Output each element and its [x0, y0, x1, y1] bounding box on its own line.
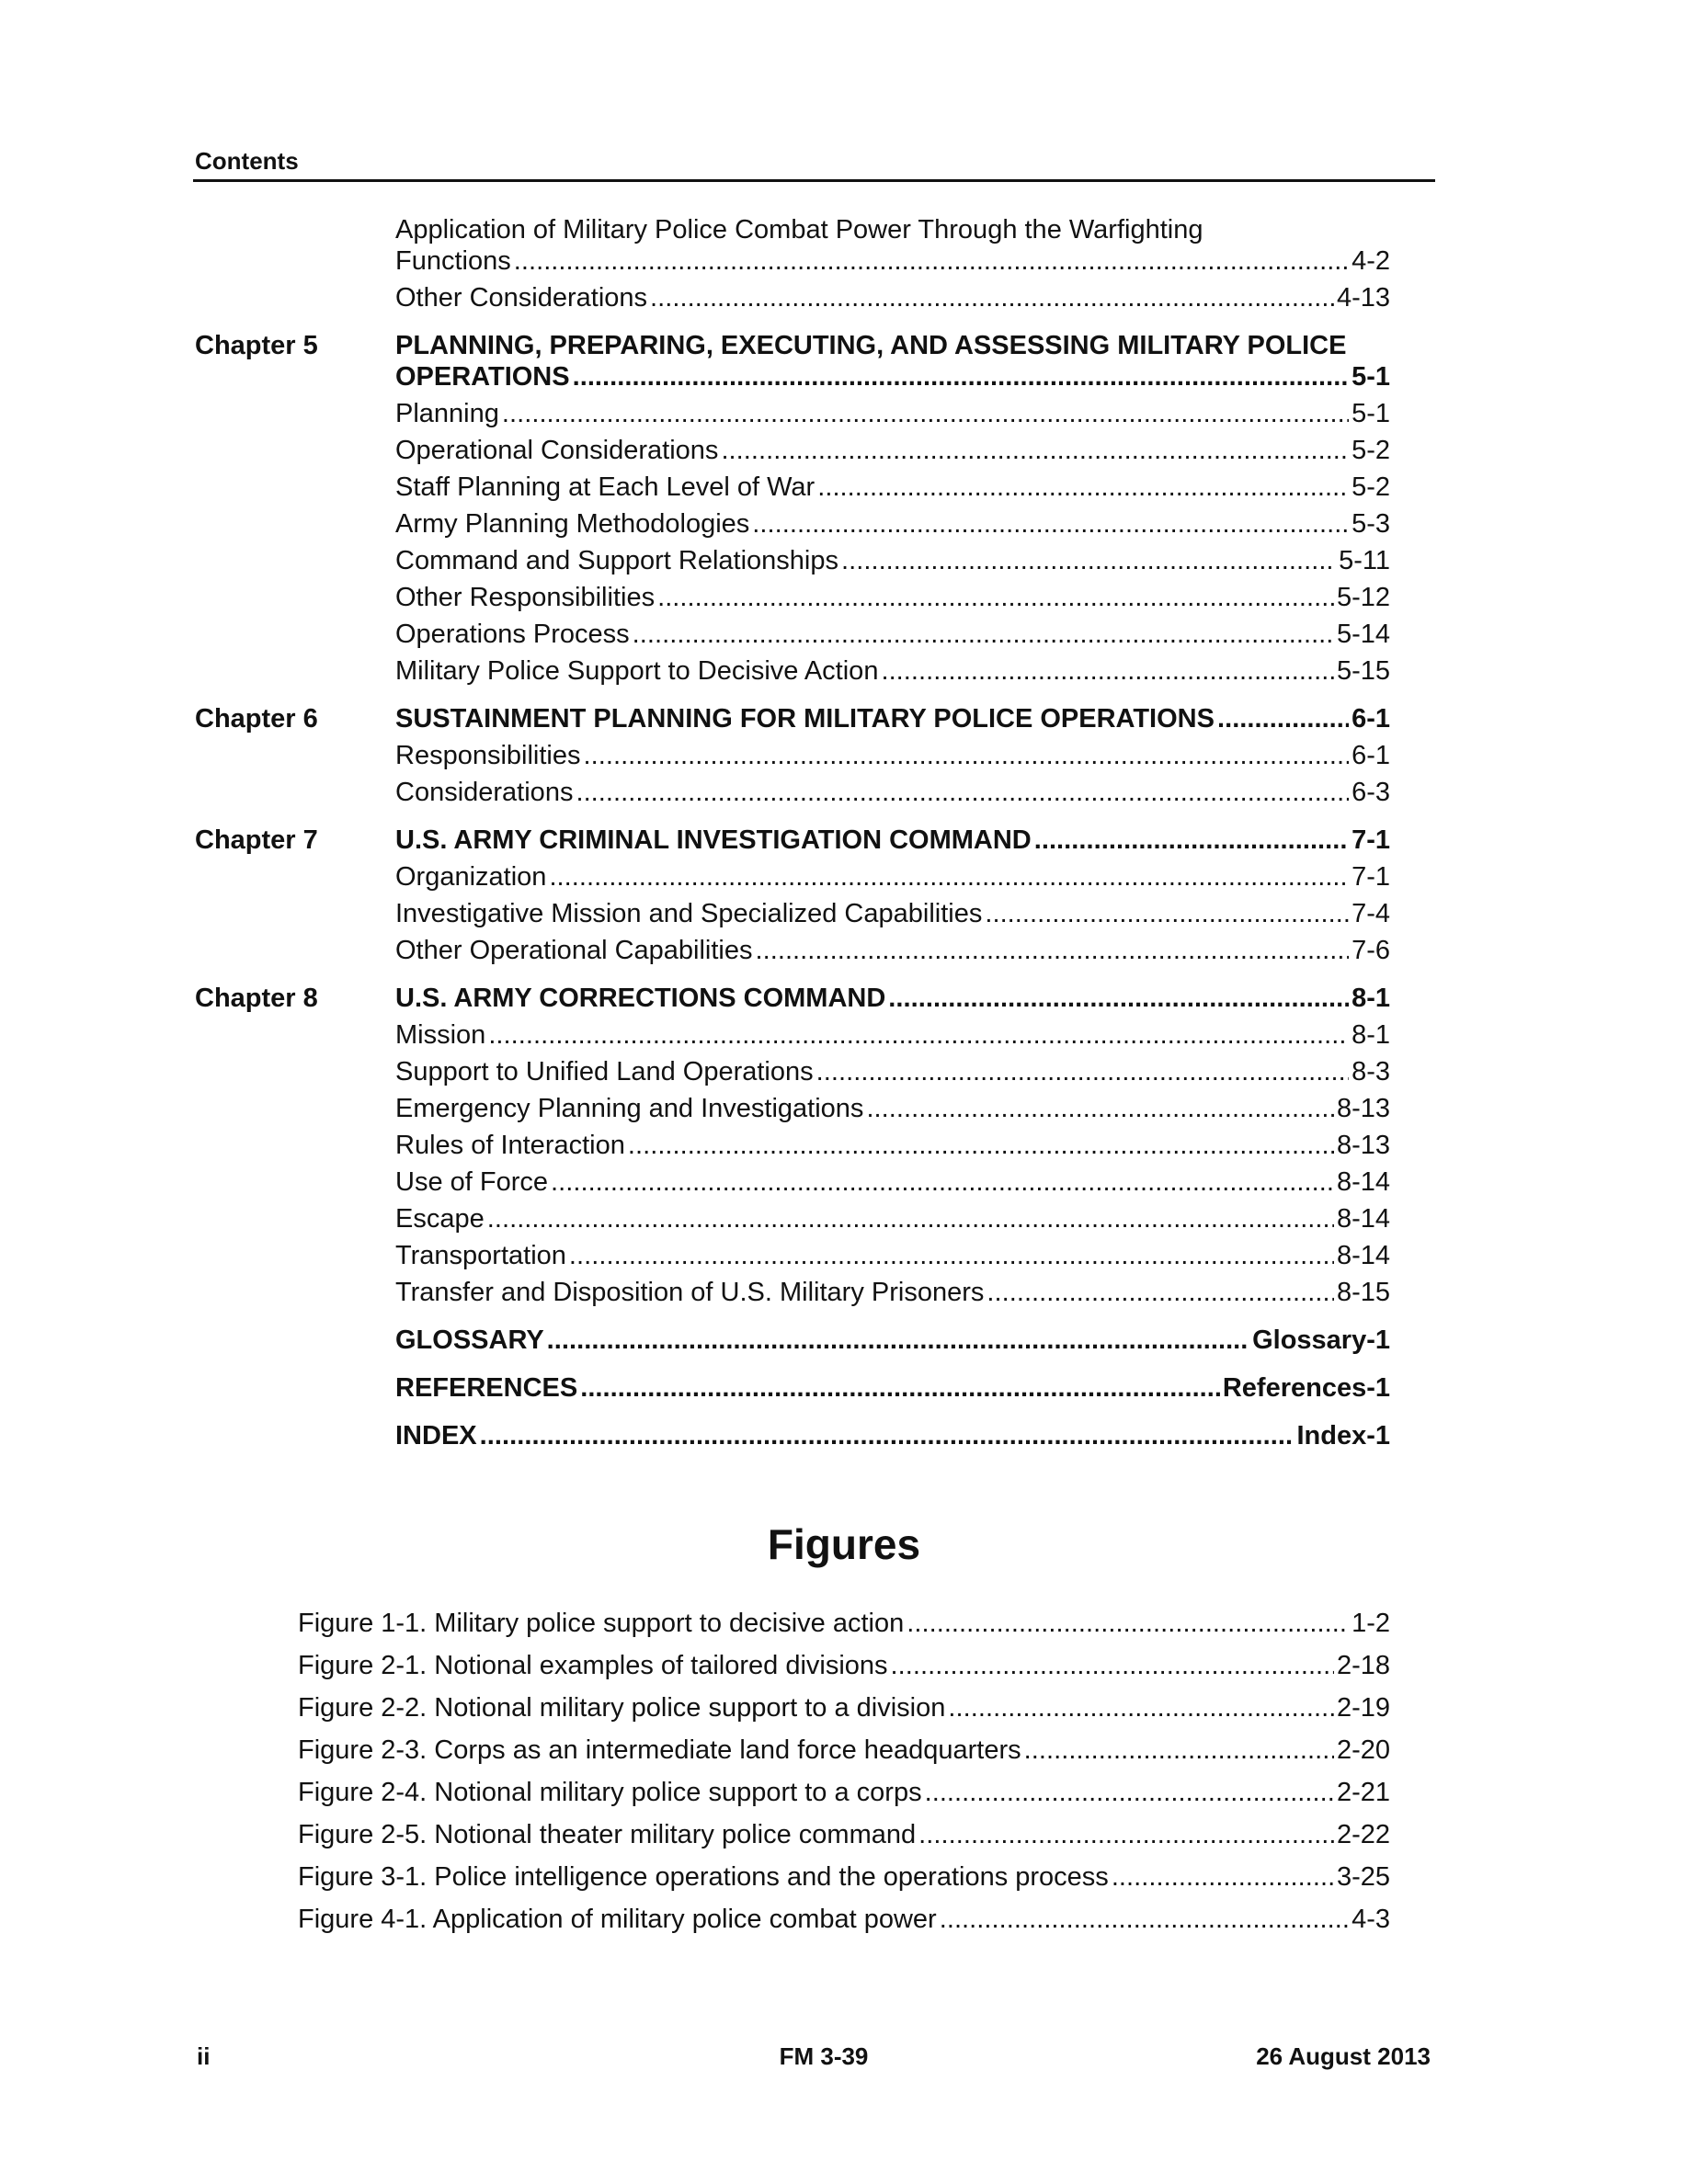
- chapter-label: Chapter 6: [195, 704, 318, 734]
- toc-entry-title: Army Planning Methodologies: [395, 509, 750, 539]
- dot-leader: [584, 737, 1350, 774]
- dot-leader: [514, 243, 1349, 279]
- dot-leader: [580, 1370, 1220, 1406]
- toc-entry[interactable]: [195, 653, 1390, 689]
- chapter-6-heading[interactable]: [195, 700, 1390, 737]
- toc-entry-page: 8-14: [1336, 1204, 1390, 1234]
- toc-entry-title: Transportation: [395, 1241, 566, 1270]
- figure-entry[interactable]: [195, 1859, 1390, 1895]
- toc-entry-page: 5-2: [1352, 436, 1390, 465]
- chapter-label: Chapter 5: [195, 331, 318, 360]
- toc-entry[interactable]: [195, 616, 1390, 653]
- figure-title: Figure 2-2. Notional military police support to a division: [298, 1693, 946, 1723]
- toc-entry[interactable]: [195, 1017, 1390, 1053]
- toc-entry-page: Index-1: [1296, 1421, 1390, 1450]
- toc-entry-page: 7-4: [1352, 899, 1390, 928]
- toc-entry-page: 4-13: [1336, 283, 1390, 313]
- toc-entry-title: Staff Planning at Each Level of War: [395, 472, 815, 502]
- toc-entry-title: Transfer and Disposition of U.S. Military Prisoners: [395, 1278, 985, 1307]
- footer-page-number: ii: [197, 2042, 211, 2070]
- figure-entry[interactable]: [195, 1647, 1390, 1684]
- chapter-title: U.S. ARMY CORRECTIONS COMMAND: [395, 984, 886, 1013]
- toc-entry-title: Other Considerations: [395, 283, 648, 313]
- toc-entry-page: 6-1: [1352, 741, 1390, 770]
- dot-leader: [1217, 700, 1349, 737]
- dot-leader: [907, 1605, 1349, 1642]
- figure-page: 2-20: [1336, 1735, 1390, 1765]
- toc-entry-title: Command and Support Relationships: [395, 546, 838, 575]
- figure-entry[interactable]: [195, 1816, 1390, 1853]
- toc-entry-page: 8-3: [1352, 1057, 1390, 1086]
- header-rule: [193, 179, 1435, 182]
- index-entry[interactable]: [195, 1417, 1390, 1454]
- dot-leader: [918, 1816, 1334, 1853]
- toc-entry[interactable]: [195, 1053, 1390, 1090]
- toc-entry[interactable]: [195, 432, 1390, 469]
- toc-entry[interactable]: [195, 579, 1390, 616]
- dot-leader: [502, 395, 1349, 432]
- dot-leader: [488, 1017, 1349, 1053]
- toc-entry-title: Support to Unified Land Operations: [395, 1057, 814, 1086]
- dot-leader: [1024, 1732, 1334, 1769]
- toc-entry-page: 8-14: [1336, 1241, 1390, 1270]
- dot-leader: [891, 1647, 1334, 1684]
- dot-leader: [925, 1774, 1334, 1811]
- dot-leader: [948, 1689, 1334, 1726]
- figure-page: 2-21: [1336, 1778, 1390, 1807]
- dot-leader: [940, 1901, 1349, 1938]
- toc-entry[interactable]: [195, 1127, 1390, 1164]
- toc-entry[interactable]: [195, 1164, 1390, 1200]
- dot-leader: [549, 859, 1349, 895]
- toc-entry-page: 8-15: [1336, 1278, 1390, 1307]
- toc-entry-title: Planning: [395, 399, 499, 428]
- toc-entry[interactable]: [195, 542, 1390, 579]
- toc-entry-page: 8-13: [1336, 1094, 1390, 1123]
- figure-page: 3-25: [1336, 1862, 1390, 1892]
- chapter-7-heading[interactable]: [195, 822, 1390, 859]
- toc-entry-page: References-1: [1222, 1373, 1390, 1403]
- chapter-page: 7-1: [1352, 825, 1390, 855]
- chapter-page: 6-1: [1352, 704, 1390, 734]
- toc-entry[interactable]: [195, 1237, 1390, 1274]
- toc-entry-title: Responsibilities: [395, 741, 581, 770]
- chapter-8-heading[interactable]: [195, 980, 1390, 1017]
- figure-title: Figure 3-1. Police intelligence operations and the operations process: [298, 1862, 1109, 1892]
- toc-entry-page: 5-14: [1336, 620, 1390, 649]
- dot-leader: [1112, 1859, 1334, 1895]
- chapter-title: PLANNING, PREPARING, EXECUTING, AND ASSESSING MILITARY POLICE: [395, 331, 1347, 360]
- dot-leader: [573, 358, 1349, 395]
- chapter-label: Chapter 8: [195, 984, 318, 1013]
- toc-entry-page: 5-11: [1339, 546, 1390, 575]
- toc-entry[interactable]: [195, 932, 1390, 969]
- toc-entry[interactable]: [195, 395, 1390, 432]
- figure-page: 4-3: [1352, 1905, 1390, 1934]
- figure-title: Figure 2-1. Notional examples of tailored divisions: [298, 1651, 888, 1680]
- toc-entry-page: 5-12: [1336, 583, 1390, 612]
- dot-leader: [1034, 822, 1349, 859]
- toc-entry-page: 5-1: [1352, 399, 1390, 428]
- toc-entry-title: Rules of Interaction: [395, 1131, 625, 1160]
- toc-entry-page: 8-14: [1336, 1167, 1390, 1197]
- figure-page: 2-19: [1336, 1693, 1390, 1723]
- chapter-page: 5-1: [1352, 362, 1390, 392]
- dot-leader: [487, 1200, 1334, 1237]
- toc-entry-page: 8-1: [1352, 1020, 1390, 1050]
- dot-leader: [650, 279, 1334, 316]
- chapter-title: OPERATIONS: [395, 362, 570, 392]
- figure-page: 1-2: [1352, 1609, 1390, 1638]
- dot-leader: [987, 1274, 1334, 1311]
- dot-leader: [817, 469, 1349, 506]
- toc-entry[interactable]: [195, 1274, 1390, 1311]
- toc-entry[interactable]: [195, 243, 1390, 279]
- toc-entry-title: Emergency Planning and Investigations: [395, 1094, 864, 1123]
- figure-entry[interactable]: [195, 1774, 1390, 1811]
- chapter-title: U.S. ARMY CRIMINAL INVESTIGATION COMMAND: [395, 825, 1032, 855]
- toc-entry-page: 4-2: [1352, 246, 1390, 276]
- toc-entry-page: 5-15: [1336, 656, 1390, 686]
- toc-entry-title: Use of Force: [395, 1167, 548, 1197]
- toc-entry-page: 8-13: [1336, 1131, 1390, 1160]
- figure-title: Figure 4-1. Application of military police combat power: [298, 1905, 937, 1934]
- toc-entry[interactable]: [195, 506, 1390, 542]
- figure-entry[interactable]: [195, 1689, 1390, 1726]
- figure-entry[interactable]: [195, 1732, 1390, 1769]
- toc-entry[interactable]: [195, 859, 1390, 895]
- figure-title: Figure 2-3. Corps as an intermediate land force headquarters: [298, 1735, 1021, 1765]
- chapter-5-heading-cont[interactable]: [195, 358, 1390, 395]
- figure-page: 2-22: [1336, 1820, 1390, 1849]
- footer-date: 26 August 2013: [1256, 2042, 1431, 2070]
- chapter-page: 8-1: [1352, 984, 1390, 1013]
- toc-entry-title: Functions: [395, 246, 511, 276]
- toc-entry-title: Application of Military Police Combat Power Through the Warfighting: [395, 215, 1203, 245]
- toc-entry-title: Other Responsibilities: [395, 583, 656, 612]
- toc-entry-title: Considerations: [395, 778, 574, 807]
- toc-entry-title: INDEX: [395, 1421, 477, 1450]
- references-entry[interactable]: [195, 1370, 1390, 1406]
- chapter-label: Chapter 7: [195, 825, 318, 855]
- figure-entry[interactable]: [195, 1901, 1390, 1938]
- toc-entry[interactable]: [195, 279, 1390, 316]
- toc-entry[interactable]: [195, 1200, 1390, 1237]
- glossary-entry[interactable]: [195, 1322, 1390, 1359]
- toc-entry-title: Operations Process: [395, 620, 630, 649]
- toc-entry-title: Military Police Support to Decisive Action: [395, 656, 879, 686]
- toc-entry[interactable]: [195, 469, 1390, 506]
- dot-leader: [576, 774, 1349, 811]
- toc-entry[interactable]: [195, 895, 1390, 932]
- toc-entry-title: Operational Considerations: [395, 436, 719, 465]
- dot-leader: [816, 1053, 1349, 1090]
- toc-entry-title: Investigative Mission and Specialized Capabilities: [395, 899, 983, 928]
- dot-leader: [841, 542, 1336, 579]
- toc-entry[interactable]: [195, 1090, 1390, 1127]
- dot-leader: [628, 1127, 1334, 1164]
- figure-entry[interactable]: [195, 1605, 1390, 1642]
- dot-leader: [633, 616, 1334, 653]
- figure-title: Figure 1-1. Military police support to decisive action: [298, 1609, 905, 1638]
- dot-leader: [755, 932, 1349, 969]
- figures-heading: Figures: [767, 1520, 921, 1568]
- dot-leader: [881, 653, 1334, 689]
- dot-leader: [721, 432, 1349, 469]
- dot-leader: [569, 1237, 1334, 1274]
- toc-entry[interactable]: [195, 737, 1390, 774]
- toc-entry-title: REFERENCES: [395, 1373, 578, 1403]
- toc-entry-page: 7-1: [1352, 862, 1390, 892]
- figure-title: Figure 2-4. Notional military police support to a corps: [298, 1778, 922, 1807]
- toc-entry-page: 5-2: [1352, 472, 1390, 502]
- figure-title: Figure 2-5. Notional theater military police command: [298, 1820, 917, 1849]
- dot-leader: [547, 1322, 1249, 1359]
- footer-doc-id: FM 3-39: [779, 2042, 869, 2070]
- toc-entry-title: Other Operational Capabilities: [395, 936, 753, 965]
- dot-leader: [866, 1090, 1334, 1127]
- dot-leader: [551, 1164, 1334, 1200]
- dot-leader: [480, 1417, 1295, 1454]
- running-head: Contents: [195, 147, 299, 175]
- dot-leader: [657, 579, 1334, 616]
- toc-entry-title: Escape: [395, 1204, 485, 1234]
- toc-entry-page: 6-3: [1352, 778, 1390, 807]
- toc-entry-page: Glossary-1: [1252, 1325, 1390, 1355]
- toc-entry-title: GLOSSARY: [395, 1325, 544, 1355]
- toc-entry-page: 7-6: [1352, 936, 1390, 965]
- toc-entry-title: Organization: [395, 862, 547, 892]
- dot-leader: [985, 895, 1349, 932]
- chapter-title: SUSTAINMENT PLANNING FOR MILITARY POLICE OPERATIONS: [395, 704, 1215, 734]
- figure-page: 2-18: [1336, 1651, 1390, 1680]
- toc-entry-page: 5-3: [1352, 509, 1390, 539]
- dot-leader: [752, 506, 1349, 542]
- dot-leader: [888, 980, 1349, 1017]
- toc-entry-title: Mission: [395, 1020, 486, 1050]
- toc-entry[interactable]: [195, 774, 1390, 811]
